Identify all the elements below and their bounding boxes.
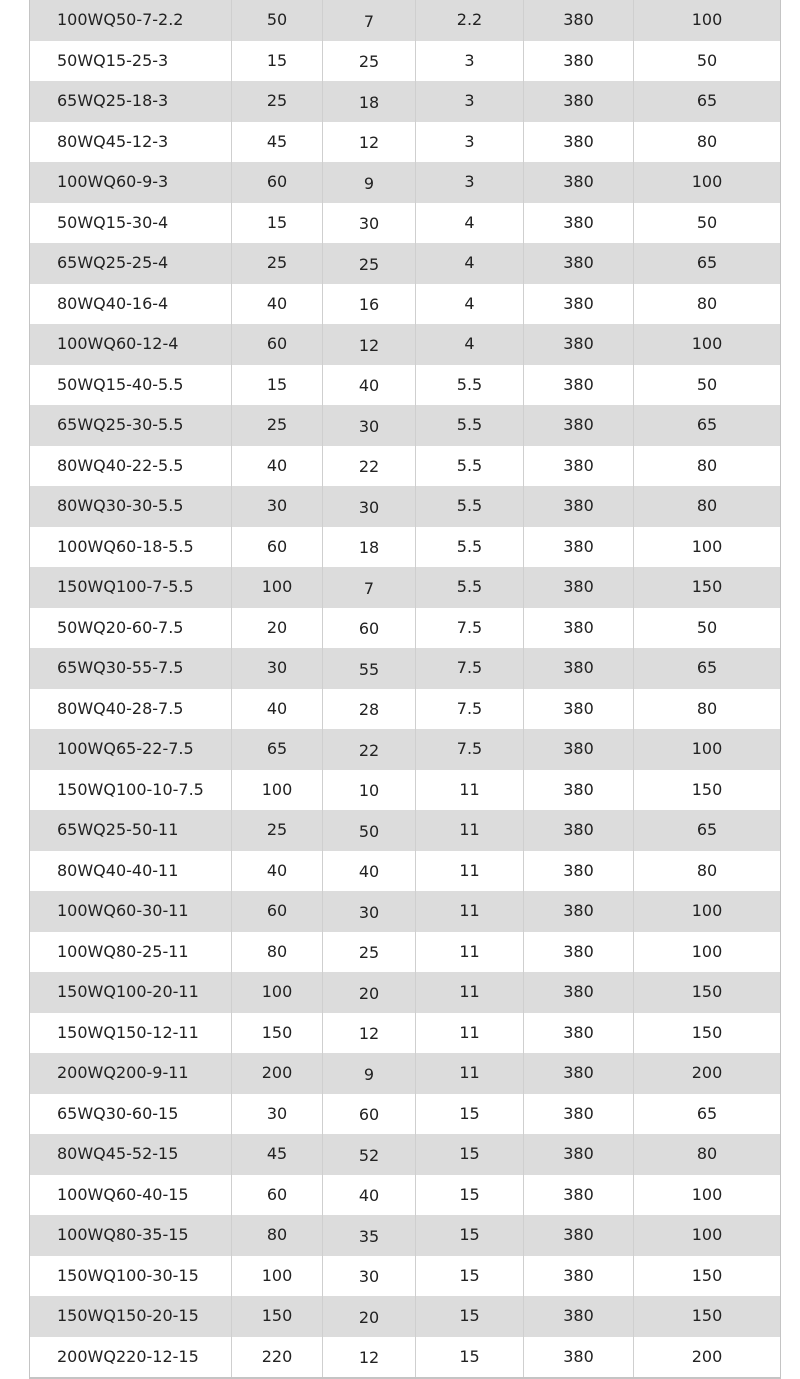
flow-cell: 30 — [232, 648, 323, 689]
power-cell: 5.5 — [416, 405, 524, 446]
table-row — [30, 972, 781, 1013]
table-row — [30, 1013, 781, 1054]
voltage-cell: 380 — [524, 608, 634, 649]
voltage-cell: 380 — [524, 243, 634, 284]
table-row — [30, 932, 781, 973]
table-row — [30, 162, 781, 203]
head-cell: 16 — [323, 284, 416, 325]
table-row — [30, 1134, 781, 1175]
voltage-cell: 380 — [524, 41, 634, 82]
power-cell: 4 — [416, 324, 524, 365]
power-cell: 5.5 — [416, 567, 524, 608]
flow-cell: 65 — [232, 729, 323, 770]
voltage-cell: 380 — [524, 689, 634, 730]
head-cell: 25 — [323, 243, 416, 284]
table-row — [30, 810, 781, 851]
model-cell: 80WQ45-12-3 — [30, 122, 232, 163]
voltage-cell: 380 — [524, 932, 634, 973]
table-body — [30, 0, 781, 1378]
power-cell: 4 — [416, 243, 524, 284]
flow-cell: 100 — [232, 972, 323, 1013]
flow-cell: 60 — [232, 324, 323, 365]
flow-cell: 150 — [232, 1296, 323, 1337]
diameter-cell: 100 — [634, 891, 781, 932]
model-cell: 65WQ25-25-4 — [30, 243, 232, 284]
model-cell: 150WQ100-7-5.5 — [30, 567, 232, 608]
model-cell: 65WQ25-30-5.5 — [30, 405, 232, 446]
head-cell: 25 — [323, 41, 416, 82]
flow-cell: 100 — [232, 567, 323, 608]
model-cell: 150WQ150-20-15 — [30, 1296, 232, 1337]
voltage-cell: 380 — [524, 486, 634, 527]
table-row — [30, 851, 781, 892]
voltage-cell: 380 — [524, 810, 634, 851]
diameter-cell: 100 — [634, 729, 781, 770]
table-row — [30, 1296, 781, 1337]
power-cell: 11 — [416, 1013, 524, 1054]
voltage-cell: 380 — [524, 81, 634, 122]
table-row — [30, 486, 781, 527]
power-cell: 15 — [416, 1296, 524, 1337]
diameter-cell: 100 — [634, 1215, 781, 1256]
model-cell: 100WQ65-22-7.5 — [30, 729, 232, 770]
voltage-cell: 380 — [524, 1337, 634, 1379]
power-cell: 3 — [416, 81, 524, 122]
flow-cell: 60 — [232, 527, 323, 568]
voltage-cell: 380 — [524, 284, 634, 325]
power-cell: 15 — [416, 1175, 524, 1216]
flow-cell: 45 — [232, 122, 323, 163]
head-cell: 30 — [323, 891, 416, 932]
power-cell: 11 — [416, 851, 524, 892]
diameter-cell: 65 — [634, 81, 781, 122]
model-cell: 65WQ30-55-7.5 — [30, 648, 232, 689]
table-row — [30, 1053, 781, 1094]
table-row — [30, 527, 781, 568]
model-cell: 50WQ15-30-4 — [30, 203, 232, 244]
voltage-cell: 380 — [524, 1013, 634, 1054]
table-row — [30, 122, 781, 163]
head-cell: 22 — [323, 446, 416, 487]
diameter-cell: 150 — [634, 1256, 781, 1297]
head-cell: 60 — [323, 1094, 416, 1135]
head-cell: 40 — [323, 1175, 416, 1216]
table-row — [30, 1215, 781, 1256]
head-cell: 52 — [323, 1134, 416, 1175]
model-cell: 100WQ80-35-15 — [30, 1215, 232, 1256]
diameter-cell: 150 — [634, 567, 781, 608]
power-cell: 3 — [416, 162, 524, 203]
power-cell: 11 — [416, 770, 524, 811]
model-cell: 50WQ15-25-3 — [30, 41, 232, 82]
diameter-cell: 65 — [634, 810, 781, 851]
flow-cell: 40 — [232, 446, 323, 487]
diameter-cell: 65 — [634, 648, 781, 689]
flow-cell: 80 — [232, 932, 323, 973]
diameter-cell: 80 — [634, 284, 781, 325]
model-cell: 65WQ25-50-11 — [30, 810, 232, 851]
flow-cell: 60 — [232, 162, 323, 203]
model-cell: 80WQ40-40-11 — [30, 851, 232, 892]
table-row — [30, 891, 781, 932]
model-cell: 200WQ220-12-15 — [30, 1337, 232, 1379]
diameter-cell: 80 — [634, 689, 781, 730]
head-cell: 50 — [323, 810, 416, 851]
voltage-cell: 380 — [524, 1053, 634, 1094]
diameter-cell: 100 — [634, 0, 781, 41]
model-cell: 80WQ45-52-15 — [30, 1134, 232, 1175]
table-row — [30, 770, 781, 811]
pump-spec-table — [29, 0, 781, 1379]
model-cell: 80WQ40-22-5.5 — [30, 446, 232, 487]
diameter-cell: 150 — [634, 972, 781, 1013]
power-cell: 7.5 — [416, 608, 524, 649]
power-cell: 11 — [416, 972, 524, 1013]
head-cell: 30 — [323, 486, 416, 527]
voltage-cell: 380 — [524, 122, 634, 163]
voltage-cell: 380 — [524, 972, 634, 1013]
table-row — [30, 446, 781, 487]
diameter-cell: 100 — [634, 527, 781, 568]
flow-cell: 25 — [232, 810, 323, 851]
model-cell: 80WQ40-28-7.5 — [30, 689, 232, 730]
voltage-cell: 380 — [524, 1175, 634, 1216]
voltage-cell: 380 — [524, 567, 634, 608]
power-cell: 15 — [416, 1094, 524, 1135]
flow-cell: 40 — [232, 851, 323, 892]
diameter-cell: 50 — [634, 365, 781, 406]
flow-cell: 50 — [232, 0, 323, 41]
head-cell: 9 — [323, 162, 416, 203]
flow-cell: 200 — [232, 1053, 323, 1094]
flow-cell: 15 — [232, 41, 323, 82]
power-cell: 15 — [416, 1256, 524, 1297]
table-row — [30, 405, 781, 446]
voltage-cell: 380 — [524, 1215, 634, 1256]
table-row — [30, 1175, 781, 1216]
table-row — [30, 81, 781, 122]
diameter-cell: 200 — [634, 1337, 781, 1379]
diameter-cell: 50 — [634, 608, 781, 649]
voltage-cell: 380 — [524, 203, 634, 244]
voltage-cell: 380 — [524, 1256, 634, 1297]
power-cell: 2.2 — [416, 0, 524, 41]
diameter-cell: 100 — [634, 324, 781, 365]
table-row — [30, 729, 781, 770]
model-cell: 150WQ150-12-11 — [30, 1013, 232, 1054]
model-cell: 100WQ80-25-11 — [30, 932, 232, 973]
table-row — [30, 324, 781, 365]
head-cell: 10 — [323, 770, 416, 811]
voltage-cell: 380 — [524, 891, 634, 932]
table-row — [30, 608, 781, 649]
model-cell: 100WQ60-12-4 — [30, 324, 232, 365]
flow-cell: 25 — [232, 81, 323, 122]
head-cell: 55 — [323, 648, 416, 689]
diameter-cell: 100 — [634, 932, 781, 973]
power-cell: 11 — [416, 932, 524, 973]
table-row — [30, 0, 781, 41]
flow-cell: 40 — [232, 689, 323, 730]
flow-cell: 80 — [232, 1215, 323, 1256]
head-cell: 30 — [323, 203, 416, 244]
power-cell: 5.5 — [416, 365, 524, 406]
power-cell: 11 — [416, 891, 524, 932]
table-row — [30, 689, 781, 730]
model-cell: 100WQ60-18-5.5 — [30, 527, 232, 568]
table-row — [30, 648, 781, 689]
diameter-cell: 65 — [634, 1094, 781, 1135]
head-cell: 25 — [323, 932, 416, 973]
head-cell: 7 — [323, 567, 416, 608]
diameter-cell: 150 — [634, 1296, 781, 1337]
power-cell: 4 — [416, 203, 524, 244]
head-cell: 9 — [323, 1053, 416, 1094]
voltage-cell: 380 — [524, 405, 634, 446]
table-row — [30, 365, 781, 406]
voltage-cell: 380 — [524, 527, 634, 568]
voltage-cell: 380 — [524, 770, 634, 811]
flow-cell: 45 — [232, 1134, 323, 1175]
flow-cell: 220 — [232, 1337, 323, 1379]
head-cell: 40 — [323, 851, 416, 892]
head-cell: 12 — [323, 1013, 416, 1054]
model-cell: 100WQ60-30-11 — [30, 891, 232, 932]
voltage-cell: 380 — [524, 162, 634, 203]
flow-cell: 100 — [232, 1256, 323, 1297]
voltage-cell: 380 — [524, 851, 634, 892]
model-cell: 65WQ25-18-3 — [30, 81, 232, 122]
power-cell: 3 — [416, 41, 524, 82]
model-cell: 65WQ30-60-15 — [30, 1094, 232, 1135]
head-cell: 20 — [323, 972, 416, 1013]
power-cell: 7.5 — [416, 689, 524, 730]
head-cell: 30 — [323, 405, 416, 446]
head-cell: 22 — [323, 729, 416, 770]
model-cell: 150WQ100-10-7.5 — [30, 770, 232, 811]
head-cell: 12 — [323, 324, 416, 365]
head-cell: 18 — [323, 81, 416, 122]
voltage-cell: 380 — [524, 729, 634, 770]
voltage-cell: 380 — [524, 1134, 634, 1175]
diameter-cell: 65 — [634, 243, 781, 284]
diameter-cell: 80 — [634, 122, 781, 163]
power-cell: 7.5 — [416, 729, 524, 770]
diameter-cell: 80 — [634, 486, 781, 527]
head-cell: 28 — [323, 689, 416, 730]
voltage-cell: 380 — [524, 365, 634, 406]
head-cell: 30 — [323, 1256, 416, 1297]
flow-cell: 15 — [232, 203, 323, 244]
head-cell: 12 — [323, 122, 416, 163]
diameter-cell: 80 — [634, 446, 781, 487]
table-row — [30, 243, 781, 284]
table-row — [30, 567, 781, 608]
flow-cell: 100 — [232, 770, 323, 811]
model-cell: 150WQ100-30-15 — [30, 1256, 232, 1297]
diameter-cell: 100 — [634, 162, 781, 203]
model-cell: 50WQ15-40-5.5 — [30, 365, 232, 406]
power-cell: 11 — [416, 810, 524, 851]
model-cell: 80WQ40-16-4 — [30, 284, 232, 325]
voltage-cell: 380 — [524, 0, 634, 41]
table-row — [30, 41, 781, 82]
voltage-cell: 380 — [524, 1296, 634, 1337]
head-cell: 18 — [323, 527, 416, 568]
power-cell: 15 — [416, 1337, 524, 1379]
flow-cell: 40 — [232, 284, 323, 325]
head-cell: 12 — [323, 1337, 416, 1379]
power-cell: 5.5 — [416, 446, 524, 487]
model-cell: 100WQ50-7-2.2 — [30, 0, 232, 41]
diameter-cell: 150 — [634, 770, 781, 811]
diameter-cell: 100 — [634, 1175, 781, 1216]
diameter-cell: 65 — [634, 405, 781, 446]
model-cell: 150WQ100-20-11 — [30, 972, 232, 1013]
flow-cell: 25 — [232, 405, 323, 446]
model-cell: 80WQ30-30-5.5 — [30, 486, 232, 527]
model-cell: 100WQ60-40-15 — [30, 1175, 232, 1216]
power-cell: 5.5 — [416, 527, 524, 568]
flow-cell: 30 — [232, 486, 323, 527]
table-row — [30, 1337, 781, 1379]
power-cell: 15 — [416, 1134, 524, 1175]
diameter-cell: 50 — [634, 203, 781, 244]
diameter-cell: 80 — [634, 1134, 781, 1175]
table-row — [30, 1094, 781, 1135]
voltage-cell: 380 — [524, 648, 634, 689]
head-cell: 7 — [323, 0, 416, 41]
head-cell: 40 — [323, 365, 416, 406]
head-cell: 60 — [323, 608, 416, 649]
flow-cell: 20 — [232, 608, 323, 649]
flow-cell: 15 — [232, 365, 323, 406]
power-cell: 11 — [416, 1053, 524, 1094]
power-cell: 3 — [416, 122, 524, 163]
model-cell: 100WQ60-9-3 — [30, 162, 232, 203]
voltage-cell: 380 — [524, 446, 634, 487]
voltage-cell: 380 — [524, 324, 634, 365]
flow-cell: 30 — [232, 1094, 323, 1135]
voltage-cell: 380 — [524, 1094, 634, 1135]
table-row — [30, 203, 781, 244]
head-cell: 20 — [323, 1296, 416, 1337]
table-row — [30, 1256, 781, 1297]
model-cell: 200WQ200-9-11 — [30, 1053, 232, 1094]
flow-cell: 60 — [232, 1175, 323, 1216]
power-cell: 4 — [416, 284, 524, 325]
diameter-cell: 200 — [634, 1053, 781, 1094]
flow-cell: 150 — [232, 1013, 323, 1054]
flow-cell: 60 — [232, 891, 323, 932]
diameter-cell: 50 — [634, 41, 781, 82]
head-cell: 35 — [323, 1215, 416, 1256]
power-cell: 7.5 — [416, 648, 524, 689]
power-cell: 15 — [416, 1215, 524, 1256]
flow-cell: 25 — [232, 243, 323, 284]
diameter-cell: 150 — [634, 1013, 781, 1054]
model-cell: 50WQ20-60-7.5 — [30, 608, 232, 649]
diameter-cell: 80 — [634, 851, 781, 892]
table-row — [30, 284, 781, 325]
power-cell: 5.5 — [416, 486, 524, 527]
